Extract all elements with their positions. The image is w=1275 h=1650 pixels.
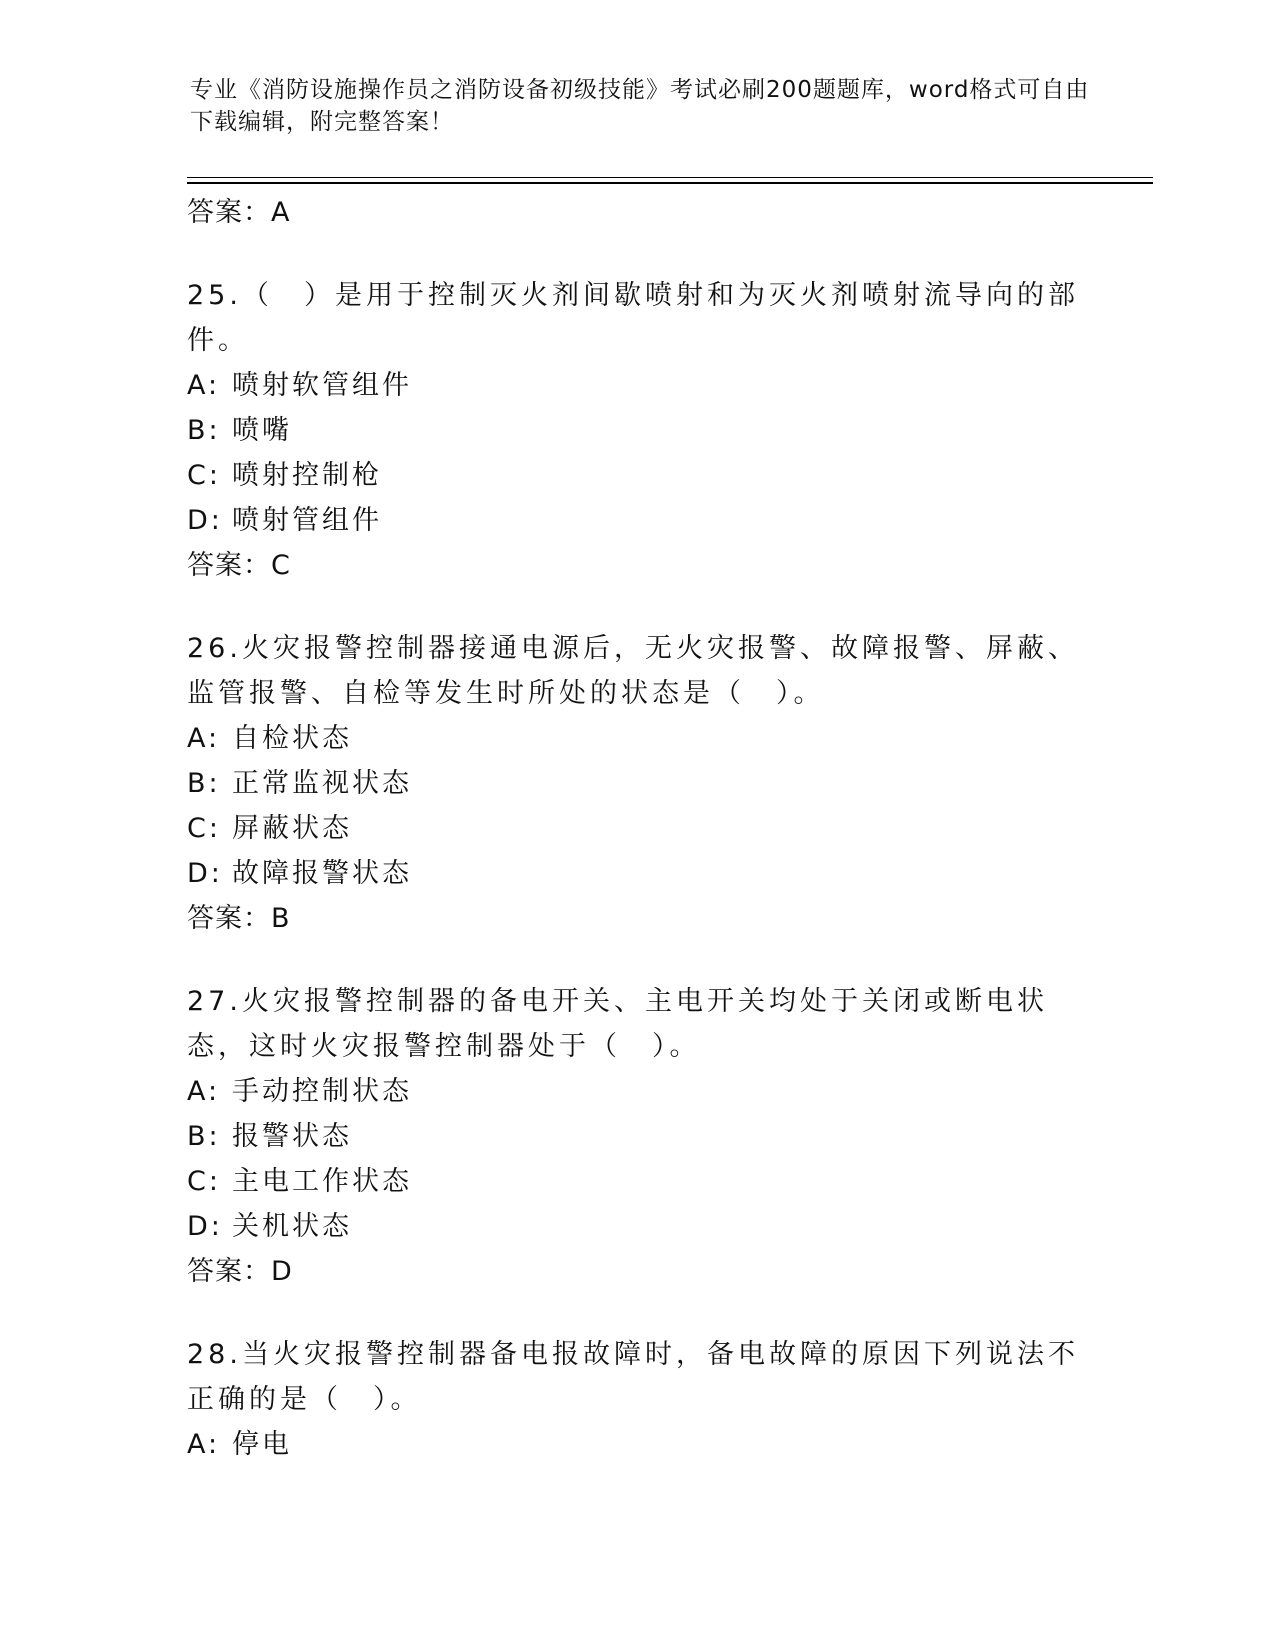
option-letter: D: — [187, 858, 223, 889]
question-26 — [187, 626, 1087, 941]
option-text: 正常监视状态 — [232, 768, 412, 799]
answer-line: 答案：C — [187, 550, 291, 581]
answer-line: 答案：D — [187, 1256, 293, 1287]
option-d — [187, 851, 1087, 896]
question-stem: 25.（ ）是用于控制灭火剂间歇喷射和为灭火剂喷射流导向的部件。 — [187, 280, 1079, 356]
question-stem: 27.火灾报警控制器的备电开关、主电开关均处于关闭或断电状态，这时火灾报警控制器处于（ ）。 — [187, 986, 1048, 1062]
option-text: 喷射软管组件 — [232, 370, 412, 401]
option-letter: D: — [187, 1211, 223, 1242]
option-letter: C: — [187, 460, 221, 491]
option-text: 喷射管组件 — [232, 505, 382, 536]
option-c — [187, 453, 1087, 498]
option-text: 主电工作状态 — [232, 1166, 412, 1197]
option-b — [187, 1114, 1087, 1159]
option-text: 报警状态 — [232, 1121, 352, 1152]
option-letter: A: — [187, 1429, 221, 1460]
option-letter: A: — [187, 1076, 221, 1107]
question-27 — [187, 979, 1087, 1294]
question-list — [187, 190, 1087, 1467]
question-28 — [187, 1332, 1087, 1467]
option-text: 喷射控制枪 — [232, 460, 382, 491]
option-text: 停电 — [232, 1429, 292, 1460]
option-b — [187, 408, 1087, 453]
option-letter: B: — [187, 1121, 221, 1152]
question-stem: 28.当火灾报警控制器备电报故障时，备电故障的原因下列说法不正确的是（ ）。 — [187, 1339, 1079, 1415]
option-text: 故障报警状态 — [232, 858, 412, 889]
question-25 — [187, 273, 1087, 588]
option-b — [187, 761, 1087, 806]
option-letter: A: — [187, 723, 221, 754]
option-text: 喷嘴 — [232, 415, 292, 446]
option-letter: B: — [187, 415, 221, 446]
option-c — [187, 1159, 1087, 1204]
option-letter: C: — [187, 813, 221, 844]
option-a — [187, 1422, 1087, 1467]
answer-line: 答案：B — [187, 903, 291, 934]
option-text: 关机状态 — [232, 1211, 352, 1242]
question-stem: 26.火灾报警控制器接通电源后，无火灾报警、故障报警、屏蔽、监管报警、自检等发生时所处的状态是（ ）。 — [187, 633, 1079, 709]
option-c — [187, 806, 1087, 851]
header-rule-thick — [187, 182, 1153, 184]
option-a — [187, 1069, 1087, 1114]
option-letter: A: — [187, 370, 221, 401]
option-d — [187, 1204, 1087, 1249]
option-letter: D: — [187, 505, 223, 536]
option-a — [187, 363, 1087, 408]
header-rule-thin — [187, 177, 1153, 178]
page-header: 专业《消防设施操作员之消防设备初级技能》考试必刷200题题库，word格式可自由下载编辑，附完整答案！ — [190, 77, 1090, 135]
option-text: 屏蔽状态 — [232, 813, 352, 844]
option-letter: B: — [187, 768, 221, 799]
option-text: 自检状态 — [232, 723, 352, 754]
option-letter: C: — [187, 1166, 221, 1197]
option-a — [187, 716, 1087, 761]
option-text: 手动控制状态 — [232, 1076, 412, 1107]
option-d — [187, 498, 1087, 543]
answer-line: 答案：A — [187, 197, 291, 228]
